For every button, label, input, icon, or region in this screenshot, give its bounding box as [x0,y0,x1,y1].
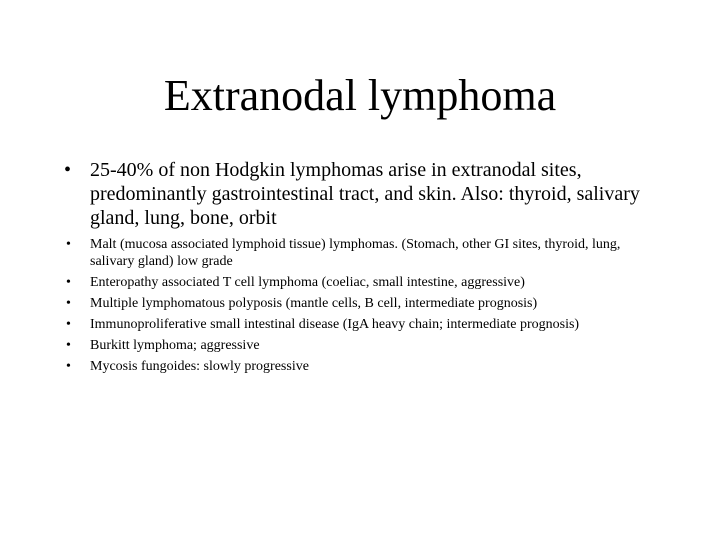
bullet-item [62,337,662,354]
bullet-text: Burkitt lymphoma; aggressive [90,338,260,353]
bullet-item [62,358,662,375]
bullet-item [62,316,662,333]
bullet-list [62,158,662,379]
bullet-icon: • [66,275,71,290]
bullet-text: Malt (mucosa associated lymphoid tissue) lymphomas. (Stomach, other GI sites, thyroid, lung, salivary gland) low grade [90,237,621,269]
bullet-icon: • [66,338,71,353]
bullet-icon: • [66,296,71,311]
bullet-text: Mycosis fungoides: slowly progressive [90,359,309,374]
bullet-item [62,158,662,230]
bullet-item [62,295,662,312]
slide-title: Extranodal lymphoma [163,71,557,120]
bullet-text: Multiple lymphomatous polyposis (mantle cells, B cell, intermediate prognosis) [90,296,538,311]
bullet-icon: • [66,359,71,374]
bullet-text: 25-40% of non Hodgkin lymphomas arise in extranodal sites, predominantly gastrointestinal tract, and skin. Also: thyroid, salivary gland, lung, bone, orbit [90,159,640,229]
bullet-icon: • [66,317,71,332]
bullet-text: Enteropathy associated T cell lymphoma (coeliac, small intestine, aggressive) [90,275,525,290]
bullet-icon: • [66,237,71,252]
bullet-icon: • [64,159,72,181]
bullet-item [62,274,662,291]
bullet-text: Immunoproliferative small intestinal disease (IgA heavy chain; intermediate prognosis) [90,317,580,332]
bullet-item [62,236,662,270]
